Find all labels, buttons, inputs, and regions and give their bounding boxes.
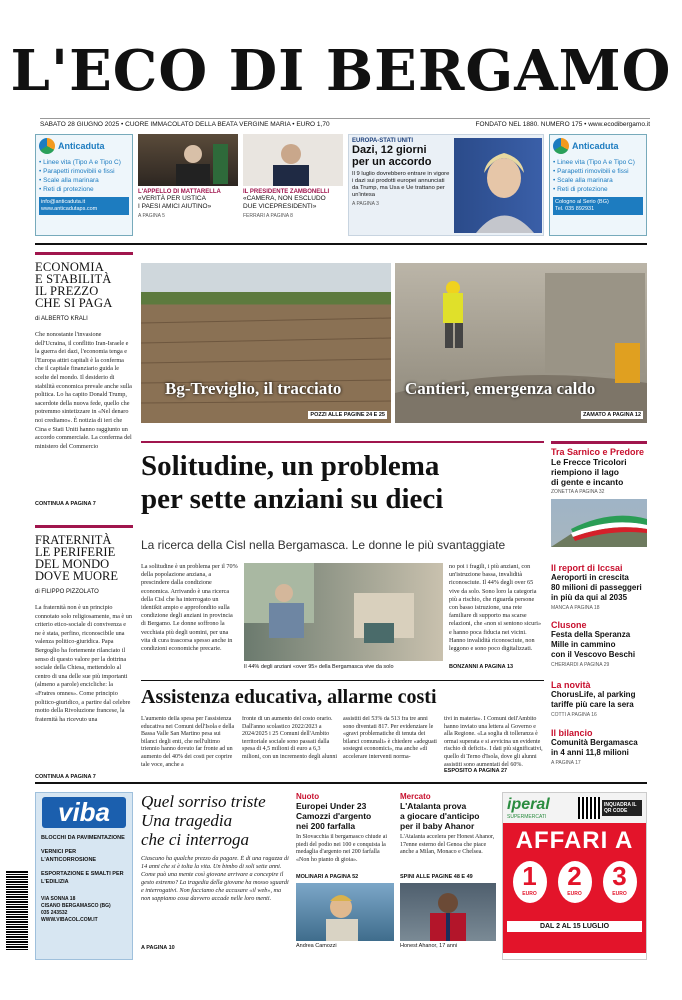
price-badge — [513, 861, 547, 903]
founded-text: FONDATO NEL 1880. NUMERO 175 • www.ecodibergamo.it — [475, 121, 650, 128]
sidebar-title: ChorusLife, al parking tariffe più care la sera — [551, 690, 636, 709]
ad-item: • Linee vita (Tipo A e Tipo C) — [553, 159, 635, 166]
news-nuoto[interactable] — [296, 792, 394, 949]
viba-line: BLOCCHI DA PAVIMENTAZIONE — [41, 835, 125, 841]
zambonelli-photo — [243, 134, 343, 186]
news-caption: Andrea Camozzi — [296, 943, 337, 949]
editorial-economia[interactable] — [35, 252, 133, 507]
photo-treviglio[interactable] — [141, 263, 391, 423]
editorial-body: La fraternità non è un principio connotato solo religiosamente, ma è un criterio etico-sociale di convivenza e ne è stata, perfino, riconoscibile una valenza politico-giuridica. Papa Bergoglio ha fortemente rilanciato il senso di questo valore per la dottrina sociale della Chiesa, mettendolo al centro di una delle sue più importanti (almeno a parole) encicliche: la «Fratres omnes». Come principio politico-giuridico, a partire dal celebre motto della Rivoluzione francese, la fraternità ha ricevuto una — [35, 604, 132, 723]
teaser-page: A PAGINA 5 — [138, 213, 165, 219]
photo-cantieri[interactable] — [395, 263, 647, 423]
price-badge — [603, 861, 637, 903]
masthead-title: L'ECO DI BERGAMO — [10, 38, 672, 104]
divider — [35, 525, 133, 528]
ad-item: • Scale alla marinara — [553, 177, 613, 184]
photo-title: Bg-Treviglio, il tracciato — [165, 379, 342, 398]
date-text: SABATO 28 GIUGNO 2025 • CUORE IMMACOLATO DELLA BEATA VERGINE MARIA • EURO 1,70 — [40, 121, 330, 128]
anticaduta-logo-icon — [39, 138, 55, 154]
ad-footer: Cologno al Serio (BG) Tel. 035 892931 — [553, 197, 643, 215]
ad-item: • Reti di protezione — [553, 186, 608, 193]
news-page[interactable]: SPINI ALLE PAGINE 48 E 49 — [400, 874, 473, 880]
iperal-headline: AFFARI A — [515, 827, 634, 854]
second-col-1: L'aumento della spesa per l'assistenza educativa nei Comuni dell'Isola e della Bassa Valle San Martino pesa sui bilanci degli enti, che nell'ultimo triennio hanno dovuto far fronte ad un aumento del 40% dei costi per coprire tale voce, anche a — [141, 716, 235, 768]
usa-kicker: EUROPA-STATI UNITI — [352, 138, 413, 144]
news-title: L'Atalanta prova a giocare d'anticipo per il baby Ahanor — [400, 801, 480, 831]
sidebar-item-choruslife[interactable] — [551, 680, 647, 718]
ad-item: • Scale alla marinara — [39, 177, 99, 184]
sidebar-kicker: Il report di Iccsai — [551, 563, 623, 573]
viba-line: ESPORTAZIONE E SMALTI PER L'EDILIZIA — [41, 871, 124, 885]
iperal-dates: DAL 2 AL 15 LUGLIO — [507, 921, 642, 932]
news-body: In Slovacchia il bergamasco chiude ai piedi del podio nei 100 e conquista la medaglia d'argento nei 200 farfalla «Non ho pianto di gioia». — [296, 834, 388, 863]
sidebar-item-aeroporti[interactable] — [551, 563, 647, 611]
ad-item: • Parapetti rimovibili e fissi — [553, 168, 629, 175]
editorial-author: di ALBERTO KRALI — [35, 316, 88, 322]
mattarella-photo — [138, 134, 238, 186]
editorial-fraternita[interactable] — [35, 525, 133, 780]
photo-title: Cantieri, emergenza caldo — [405, 379, 596, 398]
ad-item: • Linee vita (Tipo A e Tipo C) — [39, 159, 121, 166]
price-value: 1 — [522, 861, 537, 891]
photo-credit: POZZI ALLE PAGINE 24 E 25 — [310, 412, 385, 418]
opinion-body: Ciascuno ha qualche prezzo da pagare. È di una ragazza di 14 anni che si è tolta la vita. Un bimbo di soli sette anni. Come può una mente così giovane arrivare a concepire il gesto estremo? La tragedia della giovane ha mosso sguardi e interrogativi. Non facciamo che accusare «il web», ma non sappiamo cosa davvero accade nelle loro menti. — [141, 855, 289, 902]
editorial-author: di FILIPPO PIZZOLATO — [35, 589, 99, 595]
news-body: L'Atalanta accelera per Honest Ahanor, 17enne esterno del Genoa che piace anche a Milan, Monaco e Chelsea. — [400, 834, 495, 855]
ahanor-photo — [400, 883, 496, 941]
divider — [141, 441, 544, 443]
ad-brand: Anticaduta — [572, 141, 619, 151]
sidebar-page: ZONETTA A PAGINA 32 — [551, 489, 605, 495]
divider — [141, 680, 544, 681]
editorial-title: FRATERNITÀ LE PERIFERIE DEL MONDO DOVE MUORE — [35, 533, 118, 583]
teaser-mattarella[interactable] — [138, 134, 238, 236]
lead-subtitle: La ricerca della Cisl nella Bergamasca. Le donne le più svantaggiate — [141, 538, 506, 552]
price-value: 2 — [567, 861, 582, 891]
editorial-title: ECONOMIA E STABILITÀ IL PREZZO CHE SI PAGA — [35, 260, 113, 310]
iperal-logo: iperal — [507, 796, 550, 813]
ad-item: • Parapetti rimovibili e fissi — [39, 168, 115, 175]
second-title[interactable]: Assistenza educativa, allarme costi — [141, 686, 437, 708]
sidebar-item-clusone[interactable] — [551, 620, 647, 668]
lead-body-1: La solitudine è un problema per il 70% della popolazione anziana, a prescindere dalla condizione economica. Arrivando è una ricerca della Cisl che ha interrogato un identikit ampio e approfondito sulla condizione degli anziani in provincia di Bergamo. Le donne soffrono la vecchiaia più degli uomini, per una vita di cura trascorsa spesso anche in condizioni economiche precarie. — [141, 563, 238, 653]
ad-anticaduta-right[interactable] — [549, 134, 647, 236]
sidebar-title: Comunità Bergamasca in 4 anni 11,8 milioni — [551, 738, 638, 757]
sidebar-item-frecce[interactable] — [551, 441, 647, 547]
price-value: 3 — [612, 861, 627, 891]
opinion-title: Quel sorriso triste Una tragedia che ci interroga — [141, 792, 266, 849]
price-badge — [558, 861, 592, 903]
lead-page[interactable]: BONZANNI A PAGINA 13 — [449, 664, 514, 670]
opinion-article[interactable] — [141, 792, 289, 951]
barcode — [6, 870, 28, 950]
sidebar-kicker: Tra Sarnico e Predore — [551, 447, 645, 457]
viba-logo: viba — [42, 797, 126, 828]
sidebar-title: Aeroporti in crescita 80 milioni di passeggeri in più da qui al 2035 — [551, 573, 642, 602]
continue-link[interactable]: CONTINUA A PAGINA 7 — [35, 501, 96, 507]
price-currency: EURO — [612, 891, 627, 897]
sidebar-kicker: Clusone — [551, 620, 587, 630]
teaser-kicker: L'APPELLO DI MATTARELLA — [138, 189, 221, 195]
sidebar-title: Le Frecce Tricolori riempiono il lago di gente e incanto — [551, 457, 627, 487]
second-col-3: assistiti del 53% da 513 fra tre anni sono diventati 817. Per evidenziare le «gravi problematiche di tenuta dei bilanci comunali» è chiedere «adeguati sostegni economici», ma anche «di accelerare interventi norma- — [343, 716, 437, 760]
ad-items — [553, 158, 643, 194]
qr-text: INQUADRA IL QR CODE — [602, 800, 642, 816]
sidebar-page: CHERIARDI A PAGINA 29 — [551, 662, 610, 668]
usa-body: Il 9 luglio dovrebbero entrare in vigore i dazi sui prodotti europei annunciati da Trump, ma Usa e Ue trattano per un'intesa — [352, 171, 450, 198]
ad-viba[interactable] — [35, 792, 133, 960]
divider — [35, 243, 647, 245]
ad-iperal[interactable] — [502, 792, 647, 960]
teaser-title: «CAMERA, NON ESCLUDO DUE VICEPRESIDENTI» — [243, 195, 326, 210]
price-currency: EURO — [567, 891, 582, 897]
von-der-leyen-photo — [454, 138, 542, 233]
sidebar-kicker: Il bilancio — [551, 728, 593, 738]
sidebar-page: A PAGINA 17 — [551, 760, 581, 766]
second-col-2: fronte di un aumento del costo orario. Dall'anno scolastico 2022/2023 a 2024/2025 i 25 Comuni dell'Ambito territoriale sociale sono passati dalla spesa di 4,5 milioni di euro a 6,3 milioni, con un incremento degli alunni — [242, 716, 337, 760]
divider — [35, 782, 647, 784]
iperal-sub: SUPERMERCATI — [507, 814, 547, 820]
news-mercato[interactable] — [400, 792, 496, 949]
viba-address: VIA SONNA 18 CISANO BERGAMASCO (BG) 035 243532 WWW.VIBACOL.COM.IT — [41, 896, 111, 923]
teaser-zambonelli[interactable] — [243, 134, 343, 236]
viba-line: VERNICI PER L'ANTICORROSIONE — [41, 849, 97, 863]
ad-footer: info@anticaduta.it www.anticadutaps.com — [39, 197, 129, 215]
ad-brand: Anticaduta — [58, 141, 105, 151]
ad-items — [39, 158, 129, 194]
sidebar-page: COTTI A PAGINA 16 — [551, 712, 597, 718]
news-kicker: Nuoto — [296, 792, 320, 801]
opinion-page[interactable]: A PAGINA 10 — [141, 945, 175, 951]
usa-title: Dazi, 12 giorni per un accordo — [352, 144, 432, 168]
lead-body-2: no poi i fragili, i più anziani, con un'istruzione bassa, invalidità riconosciute. Il 44% degli over 65 vive da solo. Sono loro la categoria più a rischio, che riguarda persone con basso istruzione, una rete familiare di supporto ma scarse relazioni, che «non si sentono sicuri» e hanno poca fiducia nei vicini. Hanno invalidità riconosciute, non leggono e sono poco digitalizzati. — [449, 563, 542, 653]
usa-box[interactable] — [348, 134, 544, 236]
second-page[interactable]: ESPOSITO A PAGINA 27 — [444, 768, 508, 774]
editorial-body: Che nonostante l'invasione dell'Ucraina, il conflitto Iran-Israele e la guerra dei dazi, l'economia tenga e l'Europa attiri capitali è la conferma che il capitale finanziario guida le scelte del mondo. Il desiderio di stabilità economica prevale anche sulla politica. Lo ha capito Donald Trump, sacerdote della nuova fede, quello che potremmo sintetizzare in «Nel denaro noi crediamo». È notizia di ieri che Cina e Stati Uniti hanno raggiunto un accordo commerciale. La conferma del ministero del Commercio — [35, 331, 132, 450]
dateline — [40, 118, 650, 128]
anticaduta-logo-icon — [553, 138, 569, 154]
divider — [551, 441, 647, 444]
teaser-kicker: IL PRESIDENTE ZAMBONELLI — [243, 189, 330, 195]
news-title: Europei Under 23 Camozzi d'argento nei 200 farfalla — [296, 801, 372, 831]
price-currency: EURO — [522, 891, 537, 897]
ad-item: • Reti di protezione — [39, 186, 94, 193]
usa-page: A PAGINA 3 — [352, 201, 379, 207]
divider — [35, 252, 133, 255]
news-caption: Honest Ahanor, 17 anni — [400, 943, 458, 949]
sidebar-page: MANCA A PAGINA 18 — [551, 605, 600, 611]
lead-caption: Il 44% degli anziani «over 95» della Bergamasca vive da solo — [244, 664, 394, 670]
sidebar-item-bilancio[interactable] — [551, 728, 647, 766]
news-page[interactable]: MOLINARI A PAGINA 52 — [296, 874, 359, 880]
teaser-page: FERRARI A PAGINA 8 — [243, 213, 293, 219]
continue-link[interactable]: CONTINUA A PAGINA 7 — [35, 774, 96, 780]
sidebar-title: Festa della Speranza Mille in cammino con il Vescovo Beschi — [551, 630, 636, 659]
photo-credit: ZAMATO A PAGINA 12 — [582, 412, 641, 418]
second-col-4: tivi in materia». I Comuni dell'Ambito hanno inviato una lettera al Governo e alla Regione. «La soglia di tolleranza è ormai superata e si avvicina un evidente rischio di deficit». I dati più significativi, quello di Terno d'Isola, dove gli alunni assistiti sono aumentati del 60%. — [444, 716, 543, 768]
lead-photo[interactable] — [244, 563, 443, 661]
sidebar-kicker: La novità — [551, 680, 591, 690]
camozzi-photo — [296, 883, 394, 941]
qr-code-icon[interactable] — [578, 797, 600, 819]
ad-anticaduta-left[interactable] — [35, 134, 133, 236]
news-kicker: Mercato — [400, 792, 431, 801]
frecce-photo — [551, 499, 647, 547]
teaser-title: «VERITÀ PER USTICA I PAESI AMICI AIUTINO» — [138, 195, 212, 210]
lead-title[interactable]: Solitudine, un problema per sette anziani su dieci — [141, 450, 444, 515]
